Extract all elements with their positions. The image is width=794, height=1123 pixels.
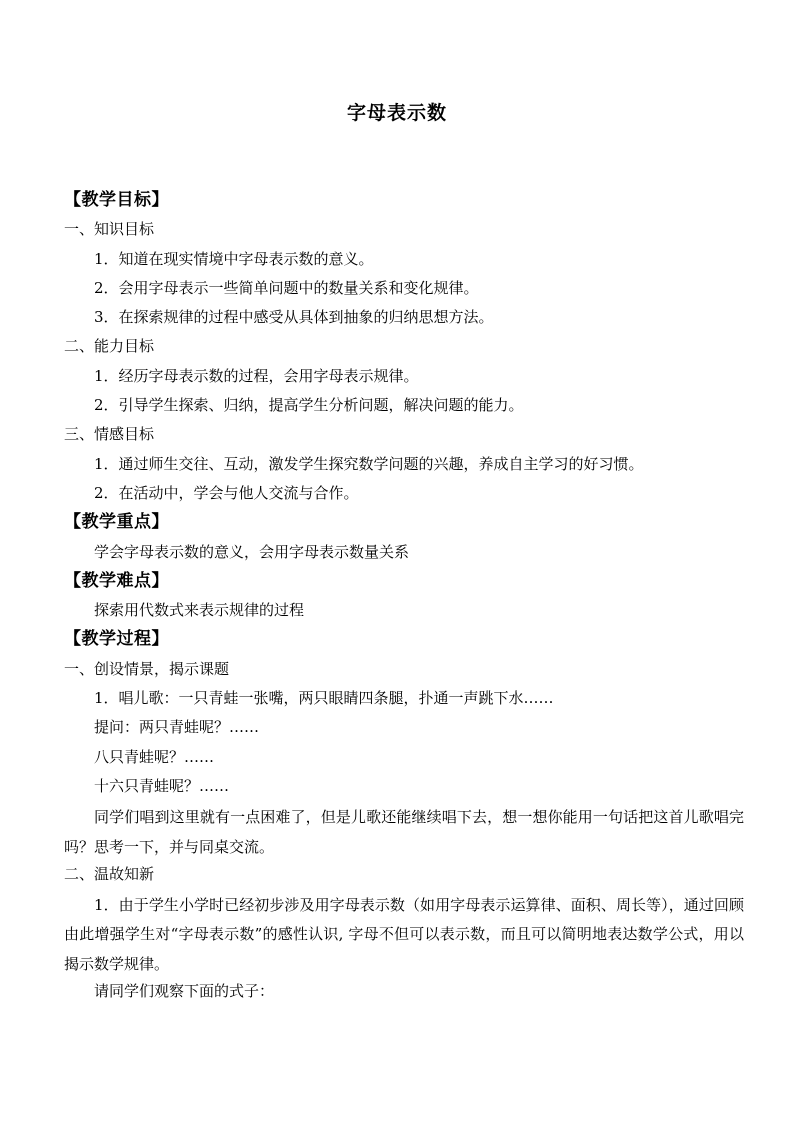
subheading-knowledge: 一、知识目标 xyxy=(64,220,155,239)
subheading-part1: 一、创设情景，揭示课题 xyxy=(64,659,230,678)
subheading-ability: 二、能力目标 xyxy=(64,337,155,356)
section-heading-key-points: 【教学重点】 xyxy=(64,512,169,533)
part1-line-2: 提问：两只青蛙呢？…… xyxy=(94,718,260,737)
difficulties-text: 探索用代数式来表示规律的过程 xyxy=(94,601,305,620)
part1-line-3: 八只青蛙呢？…… xyxy=(94,747,215,766)
subheading-emotion: 三、情感目标 xyxy=(64,425,155,444)
part2-last-line: 请同学们观察下面的式子： xyxy=(94,982,275,1001)
ability-item-1: 1．经历字母表示数的过程，会用字母表示规律。 xyxy=(94,366,419,385)
part1-line-4: 十六只青蛙呢？…… xyxy=(94,776,230,795)
emotion-item-2: 2．在活动中，学会与他人交流与合作。 xyxy=(94,483,359,502)
section-heading-process: 【教学过程】 xyxy=(64,629,169,650)
ability-item-2: 2．引导学生探索、归纳，提高学生分析问题，解决问题的能力。 xyxy=(94,396,524,415)
part1-paragraph: 同学们唱到这里就有一点困难了，但是儿歌还能继续唱下去，想一想你能用一句话把这首儿歌唱完吗？思考一下，并与同桌交流。 xyxy=(64,808,744,856)
key-points-text: 学会字母表示数的意义，会用字母表示数量关系 xyxy=(94,542,410,561)
part2-paragraph: 1．由于学生小学时已经初步涉及用字母表示数（如用字母表示运算律、面积、周长等），通过回顾由此增强学生对“字母表示数”的感性认识, 字母不但可以表示数，而且可以简明地表达数学公式，用以揭示数学规律。 xyxy=(64,896,744,973)
document-body xyxy=(64,188,744,1008)
knowledge-item-2: 2．会用字母表示一些简单问题中的数量关系和变化规律。 xyxy=(94,278,479,297)
section-heading-objectives: 【教学目标】 xyxy=(64,190,169,210)
knowledge-item-1: 1．知道在现实情境中字母表示数的意义。 xyxy=(94,249,374,268)
section-heading-difficulties: 【教学难点】 xyxy=(64,570,169,591)
document-title: 字母表示数 xyxy=(346,102,447,124)
knowledge-item-3: 3．在探索规律的过程中感受从具体到抽象的归纳思想方法。 xyxy=(94,308,494,327)
emotion-item-1: 1．通过师生交往、互动，激发学生探究数学问题的兴趣，养成自主学习的好习惯。 xyxy=(94,454,644,473)
subheading-part2: 二、温故知新 xyxy=(64,864,155,883)
part1-line-1: 1．唱儿歌：一只青蛙一张嘴，两只眼睛四条腿，扑通一声跳下水…… xyxy=(94,689,554,708)
